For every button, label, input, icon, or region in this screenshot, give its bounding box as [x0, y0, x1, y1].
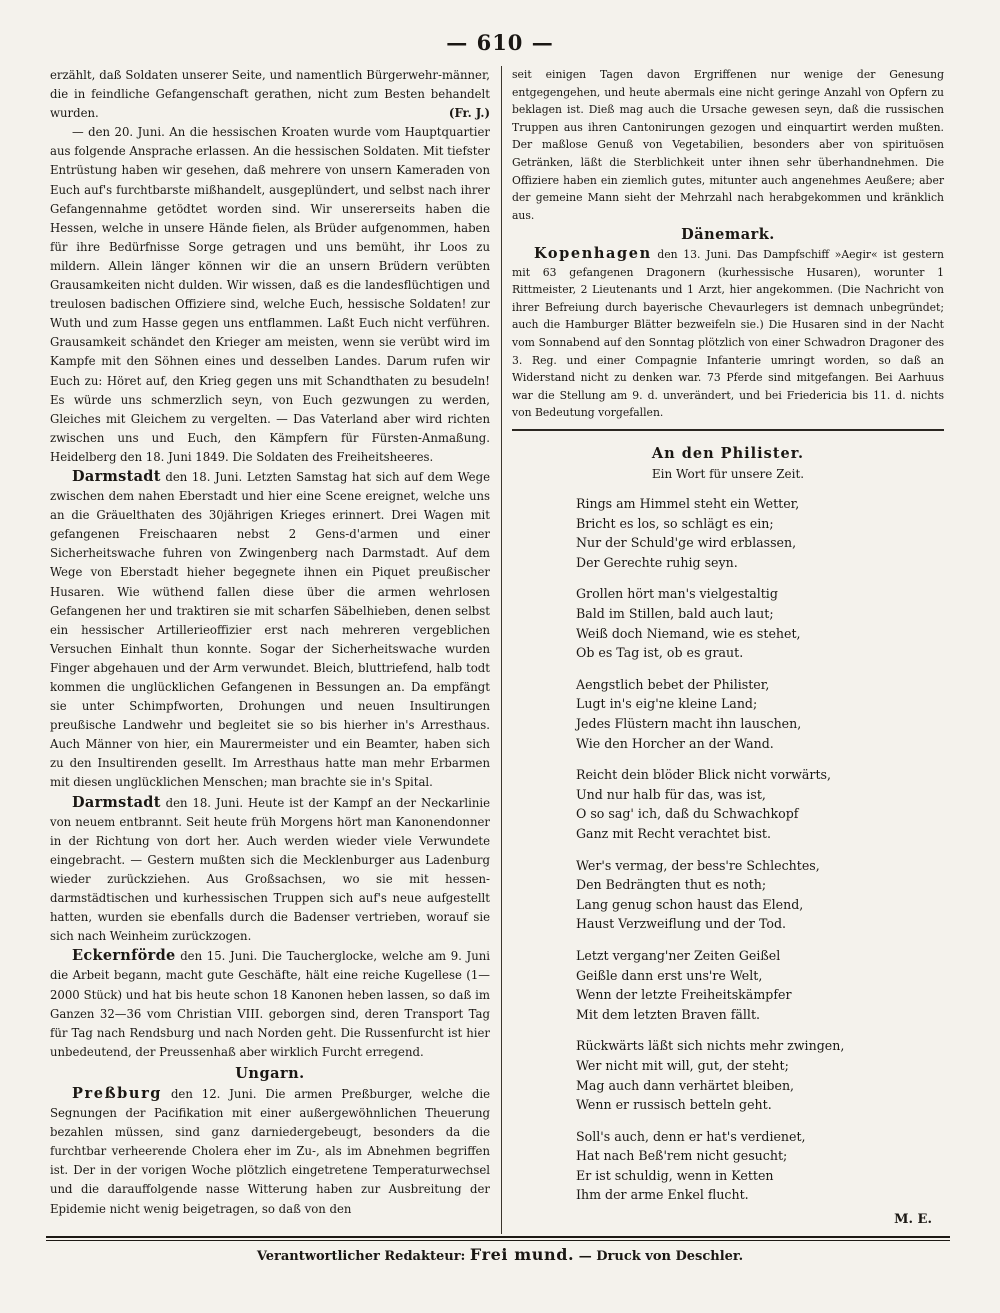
dateline: Kopenhagen — [534, 244, 652, 262]
poem-line: Er ist schuldig, wenn in Ketten — [576, 1167, 774, 1183]
poem-signature: M. E. — [894, 1212, 932, 1228]
imprint-label: Verantwortlicher Redakteur: — [256, 1249, 466, 1264]
poem-line: Wer's vermag, der bess're Schlechtes, — [576, 857, 820, 873]
imprint-printer: Druck von Deschler. — [596, 1249, 744, 1264]
poem-stanza — [576, 946, 944, 1024]
poem-line: Mag auch dann verhärtet bleiben, — [576, 1077, 795, 1093]
dateline: Preßburg — [72, 1084, 163, 1102]
section-heading: Dänemark. — [681, 226, 775, 244]
poem-line: Aengstlich bebet der Philister, — [576, 676, 770, 692]
section-heading: Ungarn. — [235, 1064, 305, 1082]
poem-line: Ob es Tag ist, ob es graut. — [576, 645, 744, 661]
poem-stanza — [576, 584, 944, 662]
poem-line: O so sag' ich, daß du Schwachkopf — [576, 806, 799, 822]
poem-line: Und nur halb für das, was ist, — [576, 786, 766, 802]
poem-line: Bricht es los, so schlägt es ein; — [576, 515, 774, 531]
poem-line: Geißle dann erst uns're Welt, — [576, 967, 763, 983]
dateline: Darmstadt — [72, 793, 161, 811]
poem-line: Rings am Himmel steht ein Wetter, — [576, 496, 800, 512]
poem-line: Wie den Horcher an der Wand. — [576, 735, 774, 751]
poem-line: Der Gerechte ruhig seyn. — [576, 554, 738, 570]
poem-line: Lang genug schon haust das Elend, — [576, 896, 804, 912]
article-paragraph — [50, 946, 490, 1062]
poem-line: Letzt vergang'ner Zeiten Geißel — [576, 947, 781, 963]
imprint-editor: Frei mund. — [469, 1245, 575, 1264]
article-text: erzählt, daß Soldaten unserer Seite, und namentlich Bürgerwehr-männer, die in feindliche Gefangenschaft gerathen, nicht zum Besten behandelt wurden. — [50, 68, 490, 121]
poem-line: Den Bedrängten thut es noth; — [576, 877, 767, 893]
poem-line: Bald im Stillen, bald auch laut; — [576, 606, 774, 622]
poem-line: Grollen hört man's vielgestaltig — [576, 586, 778, 602]
poem-stanza — [576, 1127, 944, 1205]
poem-line: Soll's auch, denn er hat's verdienet, — [576, 1128, 806, 1144]
poem-line: Nur der Schuld'ge wird erblassen, — [576, 535, 797, 551]
dateline: Darmstadt — [72, 467, 161, 485]
poem-line: Mit dem letzten Braven fällt. — [576, 1006, 761, 1022]
poem-stanza — [576, 675, 944, 753]
poem-body — [512, 494, 944, 1205]
poem-line: Weiß doch Niemand, wie es stehet, — [576, 625, 801, 641]
article-paragraph — [50, 793, 490, 947]
article-text: den 18. Juni. Letzten Samstag hat sich auf dem Wege zwischen dem nahen Eberstadt und hier eine Scene ereignet, welche uns an die Gräuelthaten des 30jährigen Krieges erinnert. Drei Wagen mit gefangenen Freischaaren nebst 2 Gens-d'armen und einer Sicherheitswache fuhren von Zwingenberg nach Darmstadt. Auf dem Wege von Eberstadt hieher begegnete ihnen ein Piquet preußischer Husaren. Wie wüthend fallen diese über die armen wehrlosen Gefangenen her und traktiren sie mit scharfen Säbelhieben, denen selbst ein hessischer Artillerieoffizier erst nach mehreren vergeblichen Versuchen Einhalt thun konnte. Sogar der Sicherheitswache wurden Finger abgehauen und der Arm verwundet. Bleich, bluttriefend, halb todt kommen die unglücklichen Gefangenen in Bessungen an. Da empfängt sie unter Schimpfworten, Drohungen und neuen Insultirungen preußische Landwehr und begleitet sie so bis hierher in's Arresthaus. Auch Männer von hier, ein Maurermeister und ein Beamter, haben sich zu den Insultirenden gesellt. Im Arresthaus hatte man mehr Erbarmen mit diesen unglücklichen Menschen; man brachte sie in's Spital. — [50, 469, 490, 790]
article-paragraph — [50, 467, 490, 793]
article-paragraph: — den 20. Juni. An die hessischen Kroaten wurde vom Hauptquartier aus folgende Ansprache erlassen. An die hessischen Soldaten. Mit tiefster Entrüstung haben wir gesehen, daß mehrere von unsern Kameraden von Euch auf's furchtbarste mißhandelt, ausgeplündert, und selbst nach ihrer Gefangennahme getödtet worden sind. Wir unsererseits haben die Hessen, welche in unsere Hände fielen, als Brüder aufgenommen, haben für ihre Bedürfnisse Sorge getragen und uns bemüht, ihr Loos zu mildern. Allein länger können wir die an unsern Brüdern verübten Grausamkeiten nicht dulden. Wir wissen, daß es die landesflüchtigen und treulosen badischen Offiziere sind, welche Euch, hessische Soldaten! zur Wuth und zum Hasse gegen uns entflammen. Laßt Euch nicht verführen. Grausamkeit schändet den Krieger am meisten, wenn sie verübt wird im Kampfe mit den Söhnen eines und desselben Landes. Darum rufen wir Euch zu: Höret auf, den Krieg gegen uns mit Schandthaten zu besudeln! Es würde uns schmerzlich seyn, von Euch gezwungen zu werden, Gleiches mit Gleichem zu vergelten. — Das Vaterland aber wird richten zwischen uns und Euch, den Kämpfern für Fürsten-Anmaßung. Heidelberg den 18. Juni 1849. Die Soldaten des Freiheitsheeres. — [50, 125, 490, 464]
imprint — [0, 1245, 1000, 1264]
poem-subtitle: Ein Wort für unsere Zeit. — [651, 467, 805, 482]
poem-line: Wer nicht mit will, gut, der steht; — [576, 1057, 789, 1073]
poem-line: Hat nach Beß'rem nicht gesucht; — [576, 1148, 788, 1164]
page-number: — 610 — — [446, 30, 554, 55]
footer-rule — [46, 1236, 950, 1241]
article-paragraph — [50, 1084, 490, 1219]
poem-line: Ihm der arme Enkel flucht. — [576, 1187, 749, 1203]
article-text: den 15. Juni. Die Taucherglocke, welche am 9. Juni die Arbeit begann, macht gute Geschäfte, hält eine reiche Kugellese (1—2000 Stück) und hat bis heute schon 18 Kanonen heben lassen, so daß im Ganzen 32—36 vom Christian VIII. geborgen sind, deren Transport Tag für Tag nach Rendsburg und nach Norden geht. Die Russenfurcht ist hier unbedeutend, der Preussenhaß aber wirklich Furcht erregend. — [50, 949, 490, 1059]
poem-line: Lugt in's eig'ne kleine Land; — [576, 696, 758, 712]
poem-line: Wenn er russisch betteln geht. — [576, 1097, 772, 1113]
right-column — [512, 66, 944, 1229]
article-paragraph — [512, 245, 944, 422]
poem-line: Wenn der letzte Freiheitskämpfer — [576, 987, 792, 1003]
poem-stanza — [576, 765, 944, 843]
article-text: den 13. Juni. Das Dampfschiff »Aegir« ist gestern mit 63 gefangenen Dragonern (kurhessische Husaren), worunter 1 Rittmeister, 2 Lieutenants und 1 Arzt, hier angekommen. (Die Nachricht von ihrer Befreiung durch bayerische Chevaurlegers ist demnach unbegründet; auch die Hamburger Blätter bezweifeln sie.) Die Husaren sind in der Nacht vom Sonnabend auf den Sonntag plötzlich von einer Schwadron Dragoner des 3. Reg. und einer Compagnie Infanterie umringt worden, so daß an Widerstand nicht zu denken war. 73 Pferde sind mitgefangen. Bei Aarhuus war die Stellung am 9. d. unverändert, und bei Friedericia bis 11. d. nichts von Bedeutung vorgefallen. — [512, 247, 944, 420]
poem-line: Rückwärts läßt sich nichts mehr zwingen, — [576, 1038, 845, 1054]
article-text: den 18. Juni. Heute ist der Kampf an der Neckarlinie von neuem entbrannt. Seit heute früh Morgens hört man Kanonendonner in der Richtung von dort her. Auch werden wieder viele Verwundete eingebracht. — Gestern mußten sich die Mecklenburger aus Ladenburg wieder zurückziehen. Aus Großsachsen, wo sie mit hessen-darmstädtischen und kurhessischen Truppen sich auf's neue aufgestellt hatten, wurden sie ebenfalls durch die Badenser vertrieben, worauf sie sich nach Weinheim zurückzogen. — [50, 795, 490, 944]
poem-line: Ganz mit Recht verachtet bist. — [576, 825, 771, 841]
poem-title: An den Philister. — [651, 444, 805, 462]
source-sign: (Fr. J.) — [448, 106, 490, 121]
poem-line: Reicht dein blöder Blick nicht vorwärts, — [576, 767, 831, 783]
poem-stanza — [576, 1036, 944, 1114]
article-text: den 12. Juni. Die armen Preßburger, welche die Segnungen der Pacifikation mit einer außergewöhnlichen Theuerung bezahlen müssen, sind ganz darniedergebeugt, besonders da die furchtbar verheerende Cholera eher im Zu-, als im Abnehmen begriffen ist. Der in der vorigen Woche plötzlich eingetretene Temperaturwechsel und die darauffolgende nasse Witterung haben zur Ausbreitung der Epidemie nicht wenig beigetragen, so daß von den — [50, 1086, 490, 1216]
article-paragraph: seit einigen Tagen davon Ergriffenen nur wenige der Genesung entgegengehen, und heute abermals eine nicht geringe Anzahl von Opfern zu beklagen ist. Dieß mag auch die Ursache gewesen seyn, daß die russischen Truppen aus ihren Cantonirungen gezogen und einquartirt werden mußten. Der maßlose Genuß von Vegetabilien, besonders aber von spirituösen Getränken, läßt die Sterblichkeit unter ihnen sehr überhandnehmen. Die Offiziere haben ein ziemlich gutes, mitunter auch angenehmes Aeußere; aber der gemeine Mann sieht der Mehrzahl nach herabgekommen und kränklich aus. — [512, 68, 944, 222]
dateline: Eckernförde — [72, 947, 176, 965]
poem-stanza — [576, 494, 944, 572]
article-paragraph — [50, 66, 490, 123]
poem-stanza — [576, 856, 944, 934]
column-divider — [501, 66, 502, 1234]
poem-line: Jedes Flüstern macht ihn lauschen, — [576, 716, 802, 731]
poem-line: Haust Verzweiflung und der Tod. — [576, 916, 787, 932]
imprint-separator: — — [574, 1249, 597, 1264]
left-column — [50, 66, 490, 1219]
section-divider — [512, 429, 944, 431]
